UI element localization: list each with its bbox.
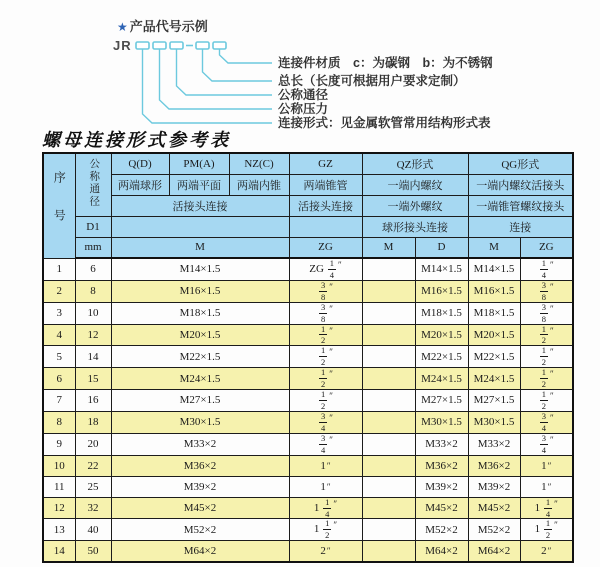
cell-zg: $\frac{1}{2}$ ″ <box>289 324 362 346</box>
cell-zg: $\frac{3}{8}$ ″ <box>289 302 362 324</box>
cell-zg: ZG $\frac{1}{4}$ ″ <box>289 258 362 280</box>
cell-qz-d: M39×2 <box>415 476 468 497</box>
cell-m: M27×1.5 <box>111 390 289 412</box>
cell-qz-m <box>362 476 415 497</box>
table-title: 螺母连接形式参考表 <box>42 130 231 150</box>
cell-qg-zg: 1 $\frac{1}{2}$ ″ <box>520 519 573 541</box>
cell-m: M30×1.5 <box>111 411 289 433</box>
cell-serial: 2 <box>43 280 75 302</box>
cell-serial: 6 <box>43 368 75 390</box>
connector-line-3 <box>177 49 273 95</box>
cell-qz-d: M27×1.5 <box>415 390 468 412</box>
cell-zg: $\frac{1}{2}$ ″ <box>289 346 362 368</box>
table-row <box>43 390 573 412</box>
cell-qz-m <box>362 455 415 476</box>
connector-line-4 <box>203 49 273 81</box>
header-form-qg: QG形式 <box>468 153 573 174</box>
cell-m: M20×1.5 <box>111 324 289 346</box>
star-icon: ★ <box>117 20 128 34</box>
code-label-material: 连接件材质 c：为碳钢 b：为不锈钢 <box>278 56 493 70</box>
header-unit-zg1: ZG <box>289 237 362 258</box>
header-unit-zg2: ZG <box>520 237 573 258</box>
cell-qz-m <box>362 390 415 412</box>
cell-m: M14×1.5 <box>111 258 289 280</box>
code-label-connection: 连接形式：见金属软管常用结构形式表 <box>278 116 491 130</box>
cell-dn: 50 <box>75 541 111 562</box>
cell-qz-m <box>362 346 415 368</box>
header-one-end-internal-thread-union: 一端内螺纹活接头 <box>468 174 573 195</box>
header-one-end-external-thread: 一端外螺纹 <box>362 195 468 216</box>
cell-zg: $\frac{3}{8}$ ″ <box>289 280 362 302</box>
cell-qg-zg: 1″ <box>520 455 573 476</box>
header-nominal-diameter: 公称通径 <box>75 153 111 216</box>
cell-qg-zg: $\frac{3}{8}$ ″ <box>520 302 573 324</box>
code-box-2 <box>153 42 166 49</box>
cell-zg: $\frac{1}{2}$ ″ <box>289 368 362 390</box>
cell-qz-m <box>362 519 415 541</box>
header-connection: 连接 <box>468 216 573 237</box>
table-row <box>43 368 573 390</box>
code-box-1 <box>136 42 149 49</box>
cell-m: M16×1.5 <box>111 280 289 302</box>
cell-dn: 18 <box>75 411 111 433</box>
header-blank-1 <box>111 216 289 237</box>
table-row <box>43 541 573 562</box>
table-row <box>43 519 573 541</box>
cell-qz-m <box>362 324 415 346</box>
header-ends-flat: 两端平面 <box>169 174 229 195</box>
cell-zg: $\frac{3}{4}$ ″ <box>289 411 362 433</box>
cell-serial: 14 <box>43 541 75 562</box>
table-row <box>43 476 573 497</box>
cell-zg: 1 $\frac{1}{2}$ ″ <box>289 519 362 541</box>
cell-qg-m: M14×1.5 <box>468 258 520 280</box>
header-form-qz: QZ形式 <box>362 153 468 174</box>
code-box-5 <box>213 42 226 49</box>
cell-qg-zg: 1″ <box>520 476 573 497</box>
cell-qz-d: M30×1.5 <box>415 411 468 433</box>
table-row <box>43 455 573 476</box>
cell-qg-m: M24×1.5 <box>468 368 520 390</box>
cell-qg-m: M45×2 <box>468 497 520 519</box>
cell-m: M22×1.5 <box>111 346 289 368</box>
table-row <box>43 324 573 346</box>
header-form-gz: GZ <box>289 153 362 174</box>
cell-serial: 5 <box>43 346 75 368</box>
table-row <box>43 497 573 519</box>
cell-serial: 9 <box>43 433 75 455</box>
cell-serial: 13 <box>43 519 75 541</box>
cell-dn: 25 <box>75 476 111 497</box>
header-ends-spherical: 两端球形 <box>111 174 169 195</box>
cell-m: M45×2 <box>111 497 289 519</box>
cell-m: M18×1.5 <box>111 302 289 324</box>
table-row <box>43 302 573 324</box>
cell-m: M52×2 <box>111 519 289 541</box>
header-d1: D1 <box>75 216 111 237</box>
cell-serial: 1 <box>43 258 75 280</box>
cell-m: M36×2 <box>111 455 289 476</box>
header-blank-2 <box>289 216 362 237</box>
cell-qg-zg: 1 $\frac{1}{4}$ ″ <box>520 497 573 519</box>
table-body <box>43 258 573 562</box>
header-serial-number: 序号 <box>43 153 75 258</box>
cell-dn: 10 <box>75 302 111 324</box>
cell-qg-zg: $\frac{1}{2}$ ″ <box>520 390 573 412</box>
header-unit-m2: M <box>362 237 415 258</box>
header-form-nzc: NZ(C) <box>229 153 289 174</box>
cell-qg-zg: $\frac{1}{2}$ ″ <box>520 346 573 368</box>
header-form-qd: Q(D) <box>111 153 169 174</box>
cell-qg-zg: $\frac{3}{4}$ ″ <box>520 411 573 433</box>
table-header <box>43 153 573 258</box>
cell-qg-zg: $\frac{1}{4}$ ″ <box>520 258 573 280</box>
header-one-end-taper-thread-joint: 一端锥管螺纹接头 <box>468 195 573 216</box>
cell-dn: 20 <box>75 433 111 455</box>
header-mm: mm <box>75 237 111 258</box>
cell-qg-zg: $\frac{1}{2}$ ″ <box>520 324 573 346</box>
cell-qz-d: M22×1.5 <box>415 346 468 368</box>
cell-dn: 6 <box>75 258 111 280</box>
header-form-pma: PM(A) <box>169 153 229 174</box>
cell-qg-m: M36×2 <box>468 455 520 476</box>
table-row <box>43 411 573 433</box>
cell-qg-m: M64×2 <box>468 541 520 562</box>
diagram-title <box>117 16 208 35</box>
code-label-length: 总长（长度可根据用户要求定制） <box>278 74 466 88</box>
cell-dn: 8 <box>75 280 111 302</box>
header-one-end-internal-thread: 一端内螺纹 <box>362 174 468 195</box>
cell-qz-m <box>362 302 415 324</box>
cell-qz-d: M64×2 <box>415 541 468 562</box>
cell-qg-m: M22×1.5 <box>468 346 520 368</box>
cell-m: M24×1.5 <box>111 368 289 390</box>
cell-serial: 11 <box>43 476 75 497</box>
product-code-prefix: JR <box>113 38 132 53</box>
header-union-connection-2: 活接头连接 <box>289 195 362 216</box>
cell-dn: 14 <box>75 346 111 368</box>
cell-qg-zg: $\frac{1}{2}$ ″ <box>520 368 573 390</box>
connector-line-2 <box>160 49 273 109</box>
cell-zg: $\frac{1}{2}$ ″ <box>289 390 362 412</box>
cell-qz-d: M14×1.5 <box>415 258 468 280</box>
cell-serial: 12 <box>43 497 75 519</box>
nut-connection-reference-table <box>42 152 574 563</box>
cell-m: M33×2 <box>111 433 289 455</box>
cell-serial: 7 <box>43 390 75 412</box>
cell-qz-d: M16×1.5 <box>415 280 468 302</box>
cell-qz-m <box>362 497 415 519</box>
code-label-diameter: 公称通径 <box>278 88 329 102</box>
connector-line-5 <box>220 49 273 63</box>
code-box-4 <box>196 42 209 49</box>
table-row <box>43 346 573 368</box>
header-union-connection-1: 活接头连接 <box>111 195 289 216</box>
cell-dn: 32 <box>75 497 111 519</box>
cell-qz-m <box>362 433 415 455</box>
cell-qg-m: M30×1.5 <box>468 411 520 433</box>
cell-qg-m: M33×2 <box>468 433 520 455</box>
cell-qg-m: M20×1.5 <box>468 324 520 346</box>
cell-qz-m <box>362 411 415 433</box>
cell-qg-m: M16×1.5 <box>468 280 520 302</box>
cell-qz-d: M24×1.5 <box>415 368 468 390</box>
cell-qz-d: M45×2 <box>415 497 468 519</box>
code-box-3 <box>170 42 183 49</box>
cell-qg-m: M39×2 <box>468 476 520 497</box>
code-label-pressure: 公称压力 <box>278 102 329 116</box>
cell-qg-zg: 2″ <box>520 541 573 562</box>
cell-serial: 3 <box>43 302 75 324</box>
header-ball-joint-connection: 球形接头连接 <box>362 216 468 237</box>
header-unit-m3: M <box>468 237 520 258</box>
cell-zg: $\frac{3}{4}$ ″ <box>289 433 362 455</box>
cell-qz-d: M33×2 <box>415 433 468 455</box>
cell-qz-d: M20×1.5 <box>415 324 468 346</box>
cell-m: M39×2 <box>111 476 289 497</box>
cell-zg: 1″ <box>289 476 362 497</box>
cell-zg: 1 $\frac{1}{4}$ ″ <box>289 497 362 519</box>
cell-dn: 12 <box>75 324 111 346</box>
cell-dn: 22 <box>75 455 111 476</box>
header-unit-d: D <box>415 237 468 258</box>
cell-qz-m <box>362 280 415 302</box>
cell-qz-d: M18×1.5 <box>415 302 468 324</box>
header-unit-m1: M <box>111 237 289 258</box>
cell-qz-m <box>362 541 415 562</box>
cell-qg-zg: $\frac{3}{8}$ ″ <box>520 280 573 302</box>
table-row <box>43 258 573 280</box>
diagram-title-text: 产品代号示例 <box>129 19 208 34</box>
cell-dn: 16 <box>75 390 111 412</box>
cell-zg: 2″ <box>289 541 362 562</box>
cell-qg-m: M18×1.5 <box>468 302 520 324</box>
header-ends-innercone: 两端内锥 <box>229 174 289 195</box>
cell-qz-d: M36×2 <box>415 455 468 476</box>
cell-dn: 15 <box>75 368 111 390</box>
cell-serial: 4 <box>43 324 75 346</box>
cell-qz-d: M52×2 <box>415 519 468 541</box>
cell-serial: 10 <box>43 455 75 476</box>
cell-dn: 40 <box>75 519 111 541</box>
cell-zg: 1″ <box>289 455 362 476</box>
table-row <box>43 433 573 455</box>
cell-qg-m: M52×2 <box>468 519 520 541</box>
cell-m: M64×2 <box>111 541 289 562</box>
header-ends-taperpipe: 两端锥管 <box>289 174 362 195</box>
connector-line-1 <box>143 49 273 123</box>
cell-qg-zg: $\frac{3}{4}$ ″ <box>520 433 573 455</box>
table-row <box>43 280 573 302</box>
cell-qz-m <box>362 258 415 280</box>
cell-qg-m: M27×1.5 <box>468 390 520 412</box>
cell-qz-m <box>362 368 415 390</box>
cell-serial: 8 <box>43 411 75 433</box>
